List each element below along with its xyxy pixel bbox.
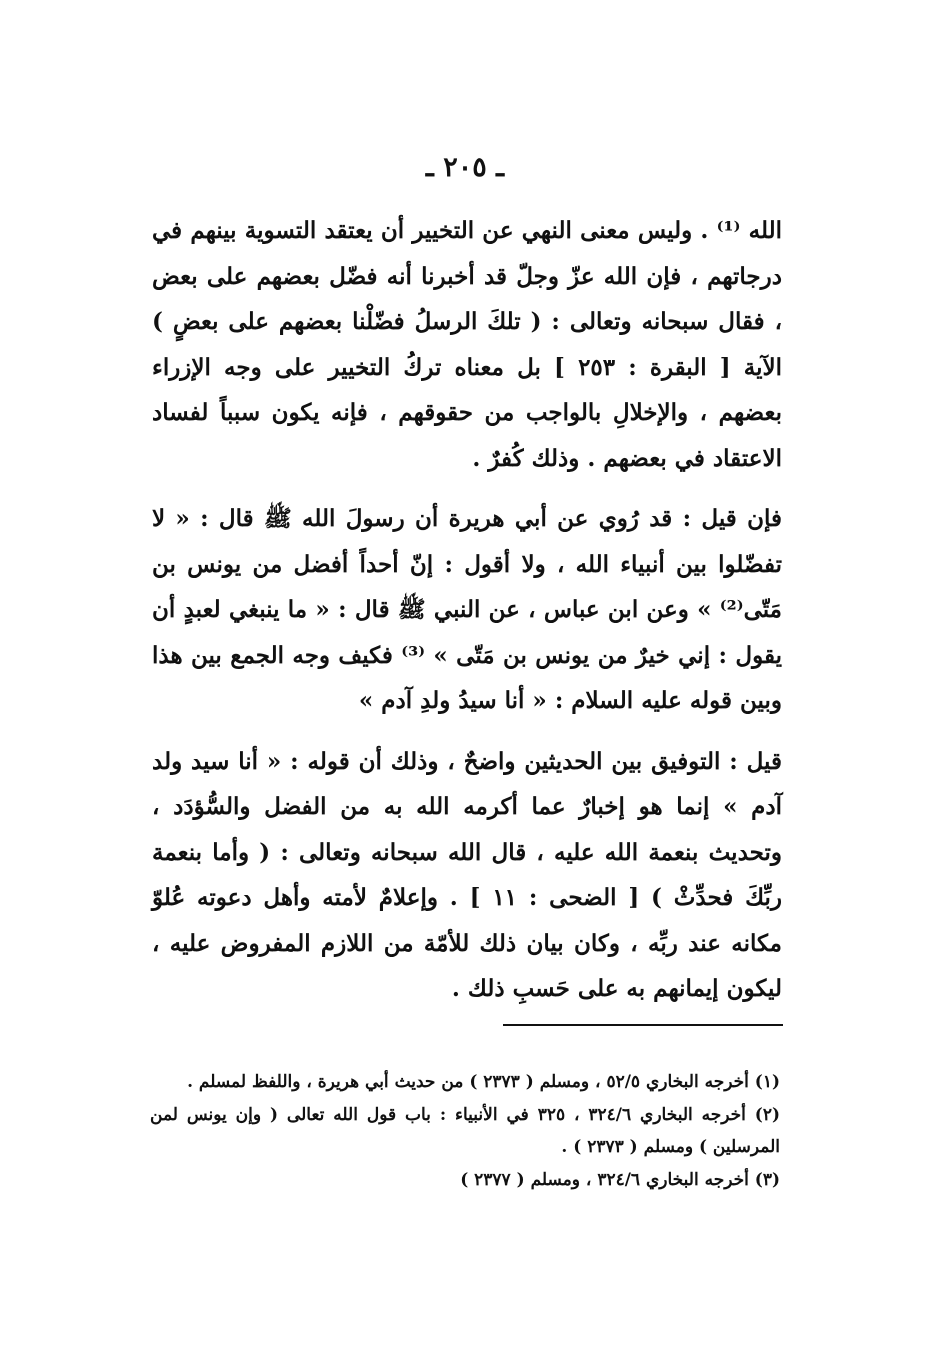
paragraph: الله ⁽¹⁾ . وليس معنى النهي عن التخيير أن يعتقد التسوية بينهم في درجاتهم ، فإن الله عزّ وجلّ قد أخبرنا أنه فضّل بعضهم على بعض ، فقال سبحانه وتعالى : ( تلكَ الرسلُ فضّلْنا بعضهم على بعضٍ ) الآية [ البقرة : ٢٥٣ ] بل معناه تركُ التخيير على وجه الإزراء بعضهم ، والإخلالِ بالواجب من حقوقهم ، فإنه يكون سبباً لفساد الاعتقاد في بعضهم . وذلك كُفرٌ . [152,217,782,472]
footnote: (٣) أخرجه البخاري ٣٢٤/٦ ، ومسلم ( ٢٣٧٧ ) [460,1169,780,1190]
footnotes [150,1066,780,1196]
footnote-divider [503,1024,783,1026]
paragraph: فإن قيل : قد رُوي عن أبي هريرة أن رسولَ الله ﷺ قال : « لا تفضّلوا بين أنبياء الله ، ولا أقول : إنّ أحداً أفضل من يونس بن مَتّى⁽²⁾ » وعن ابن عباس ، عن النبي ﷺ قال : « ما ينبغي لعبدٍ أن يقول : إني خيرٌ من يونس بن مَتّى » ⁽³⁾ فكيف وجه الجمع بين هذا وبين قوله عليه السلام : « أنا سيدُ ولدِ آدم » [152,505,782,714]
main-text [152,208,782,1012]
page-number: ـ ٢٠٥ ـ [425,152,505,183]
paragraph: قيل : التوفيق بين الحديثين واضحٌ ، وذلك أن قوله : « أنا سيد ولد آدم » إنما هو إخبارٌ عما أكرمه الله به من الفضل والسُّؤدَد ، وتحديث بنعمة الله عليه ، قال الله سبحانه وتعالى : ( وأما بنعمة ربِّكَ فحدِّثْ ) [ الضحى : ١١ ] . وإعلامٌ لأمته وأهل دعوته عُلوّ مكانه عند ربِّه ، وكان بيان ذلك للأمّة من اللازم المفروض عليه ، ليكون إيمانهم به على حَسبِ ذلك . [152,747,782,1002]
footnote: (٢) أخرجه البخاري ٣٢٤/٦ ، ٣٢٥ في الأنبياء : باب قول الله تعالى ( وإن يونس لمن المرسلين ) ومسلم ( ٢٣٧٣ ) . [150,1104,780,1157]
footnote: (١) أخرجه البخاري ٥٢/٥ ، ومسلم ( ٢٣٧٣ ) من حديث أبي هريرة ، واللفظ لمسلم . [187,1072,780,1092]
